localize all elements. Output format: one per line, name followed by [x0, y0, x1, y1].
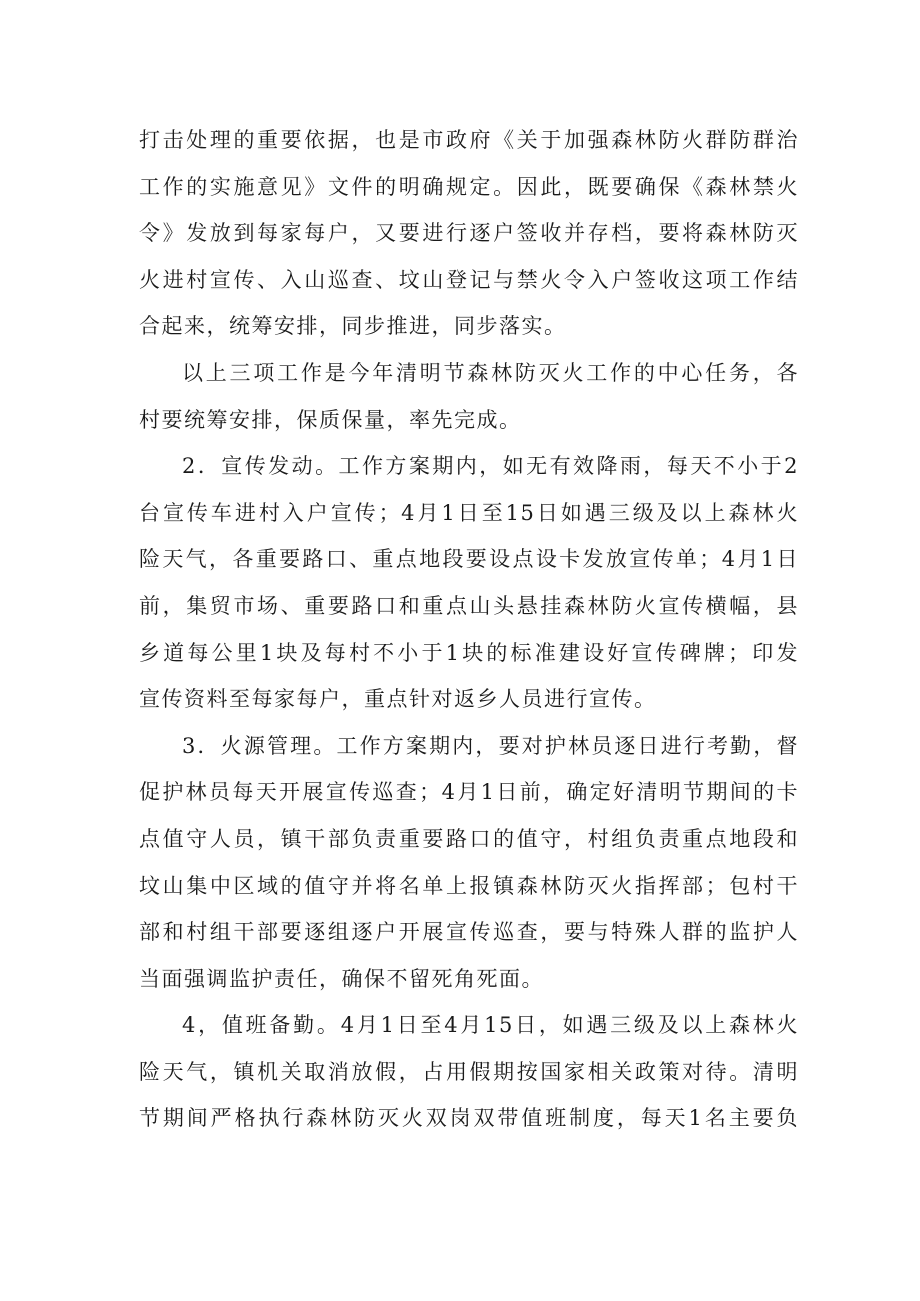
- text-line: 合起来，统筹安排，同步推进，同步落实。: [139, 314, 567, 339]
- paragraph-fire-source: [139, 723, 799, 1003]
- text-line: 3．火源管理。工作方案期内，要对护林员逐日进行考勤，督: [182, 733, 799, 758]
- paragraph-publicity: [139, 443, 799, 723]
- text-line: 令》发放到每家每户，又要进行逐户签收并存档，要将森林防灭: [139, 221, 799, 246]
- text-line: 打击处理的重要依据，也是市政府《关于加强森林防火群防群治: [139, 128, 799, 152]
- text-line: 当面强调监护责任，确保不留死角死面。: [139, 966, 544, 991]
- paragraph-summary: [139, 350, 799, 443]
- text-line: 节期间严格执行森林防灭火双岗双带值班制度，每天1名主要负: [139, 1106, 799, 1131]
- text-line: 2．宣传发动。工作方案期内，如无有效降雨，每天不小于2: [182, 454, 799, 479]
- text-line: 险天气，各重要路口、重点地段要设点设卡发放宣传单；4月1日: [139, 547, 799, 572]
- text-line: 火进村宣传、入山巡查、坟山登记与禁火令入户签收这项工作结: [139, 267, 799, 292]
- text-line: 促护林员每天开展宣传巡查；4月1日前，确定好清明节期间的卡: [139, 780, 799, 805]
- text-line: 4，值班备勤。4月1日至4月15日，如遇三级及以上森林火: [182, 1013, 799, 1038]
- text-line: 以上三项工作是今年清明节森林防灭火工作的中心任务，各: [182, 360, 799, 385]
- text-line: 村要统筹安排，保质保量，率先完成。: [139, 407, 522, 432]
- text-line: 部和村组干部要逐组逐户开展宣传巡查，要与特殊人群的监护人: [139, 920, 799, 945]
- document-body: [139, 117, 799, 1142]
- text-line: 宣传资料至每家每户，重点针对返乡人员进行宣传。: [139, 687, 657, 712]
- text-line: 台宣传车进村入户宣传；4月1日至15日如遇三级及以上森林火: [139, 500, 799, 525]
- text-line: 前，集贸市场、重要路口和重点山头悬挂森林防火宣传横幅，县: [139, 593, 799, 618]
- text-line: 坟山集中区域的值守并将名单上报镇森林防灭火指挥部；包村干: [139, 873, 799, 898]
- paragraph-continuation: [139, 117, 799, 350]
- text-line: 险天气，镇机关取消放假，占用假期按国家相关政策对待。清明: [139, 1059, 799, 1084]
- text-line: 点值守人员，镇干部负责重要路口的值守，村组负责重点地段和: [139, 826, 799, 851]
- text-line: 乡道每公里1块及每村不小于1块的标准建设好宣传碑牌；印发: [139, 640, 799, 665]
- paragraph-duty: [139, 1002, 799, 1142]
- text-line: 工作的实施意见》文件的明确规定。因此，既要确保《森林禁火: [139, 174, 799, 199]
